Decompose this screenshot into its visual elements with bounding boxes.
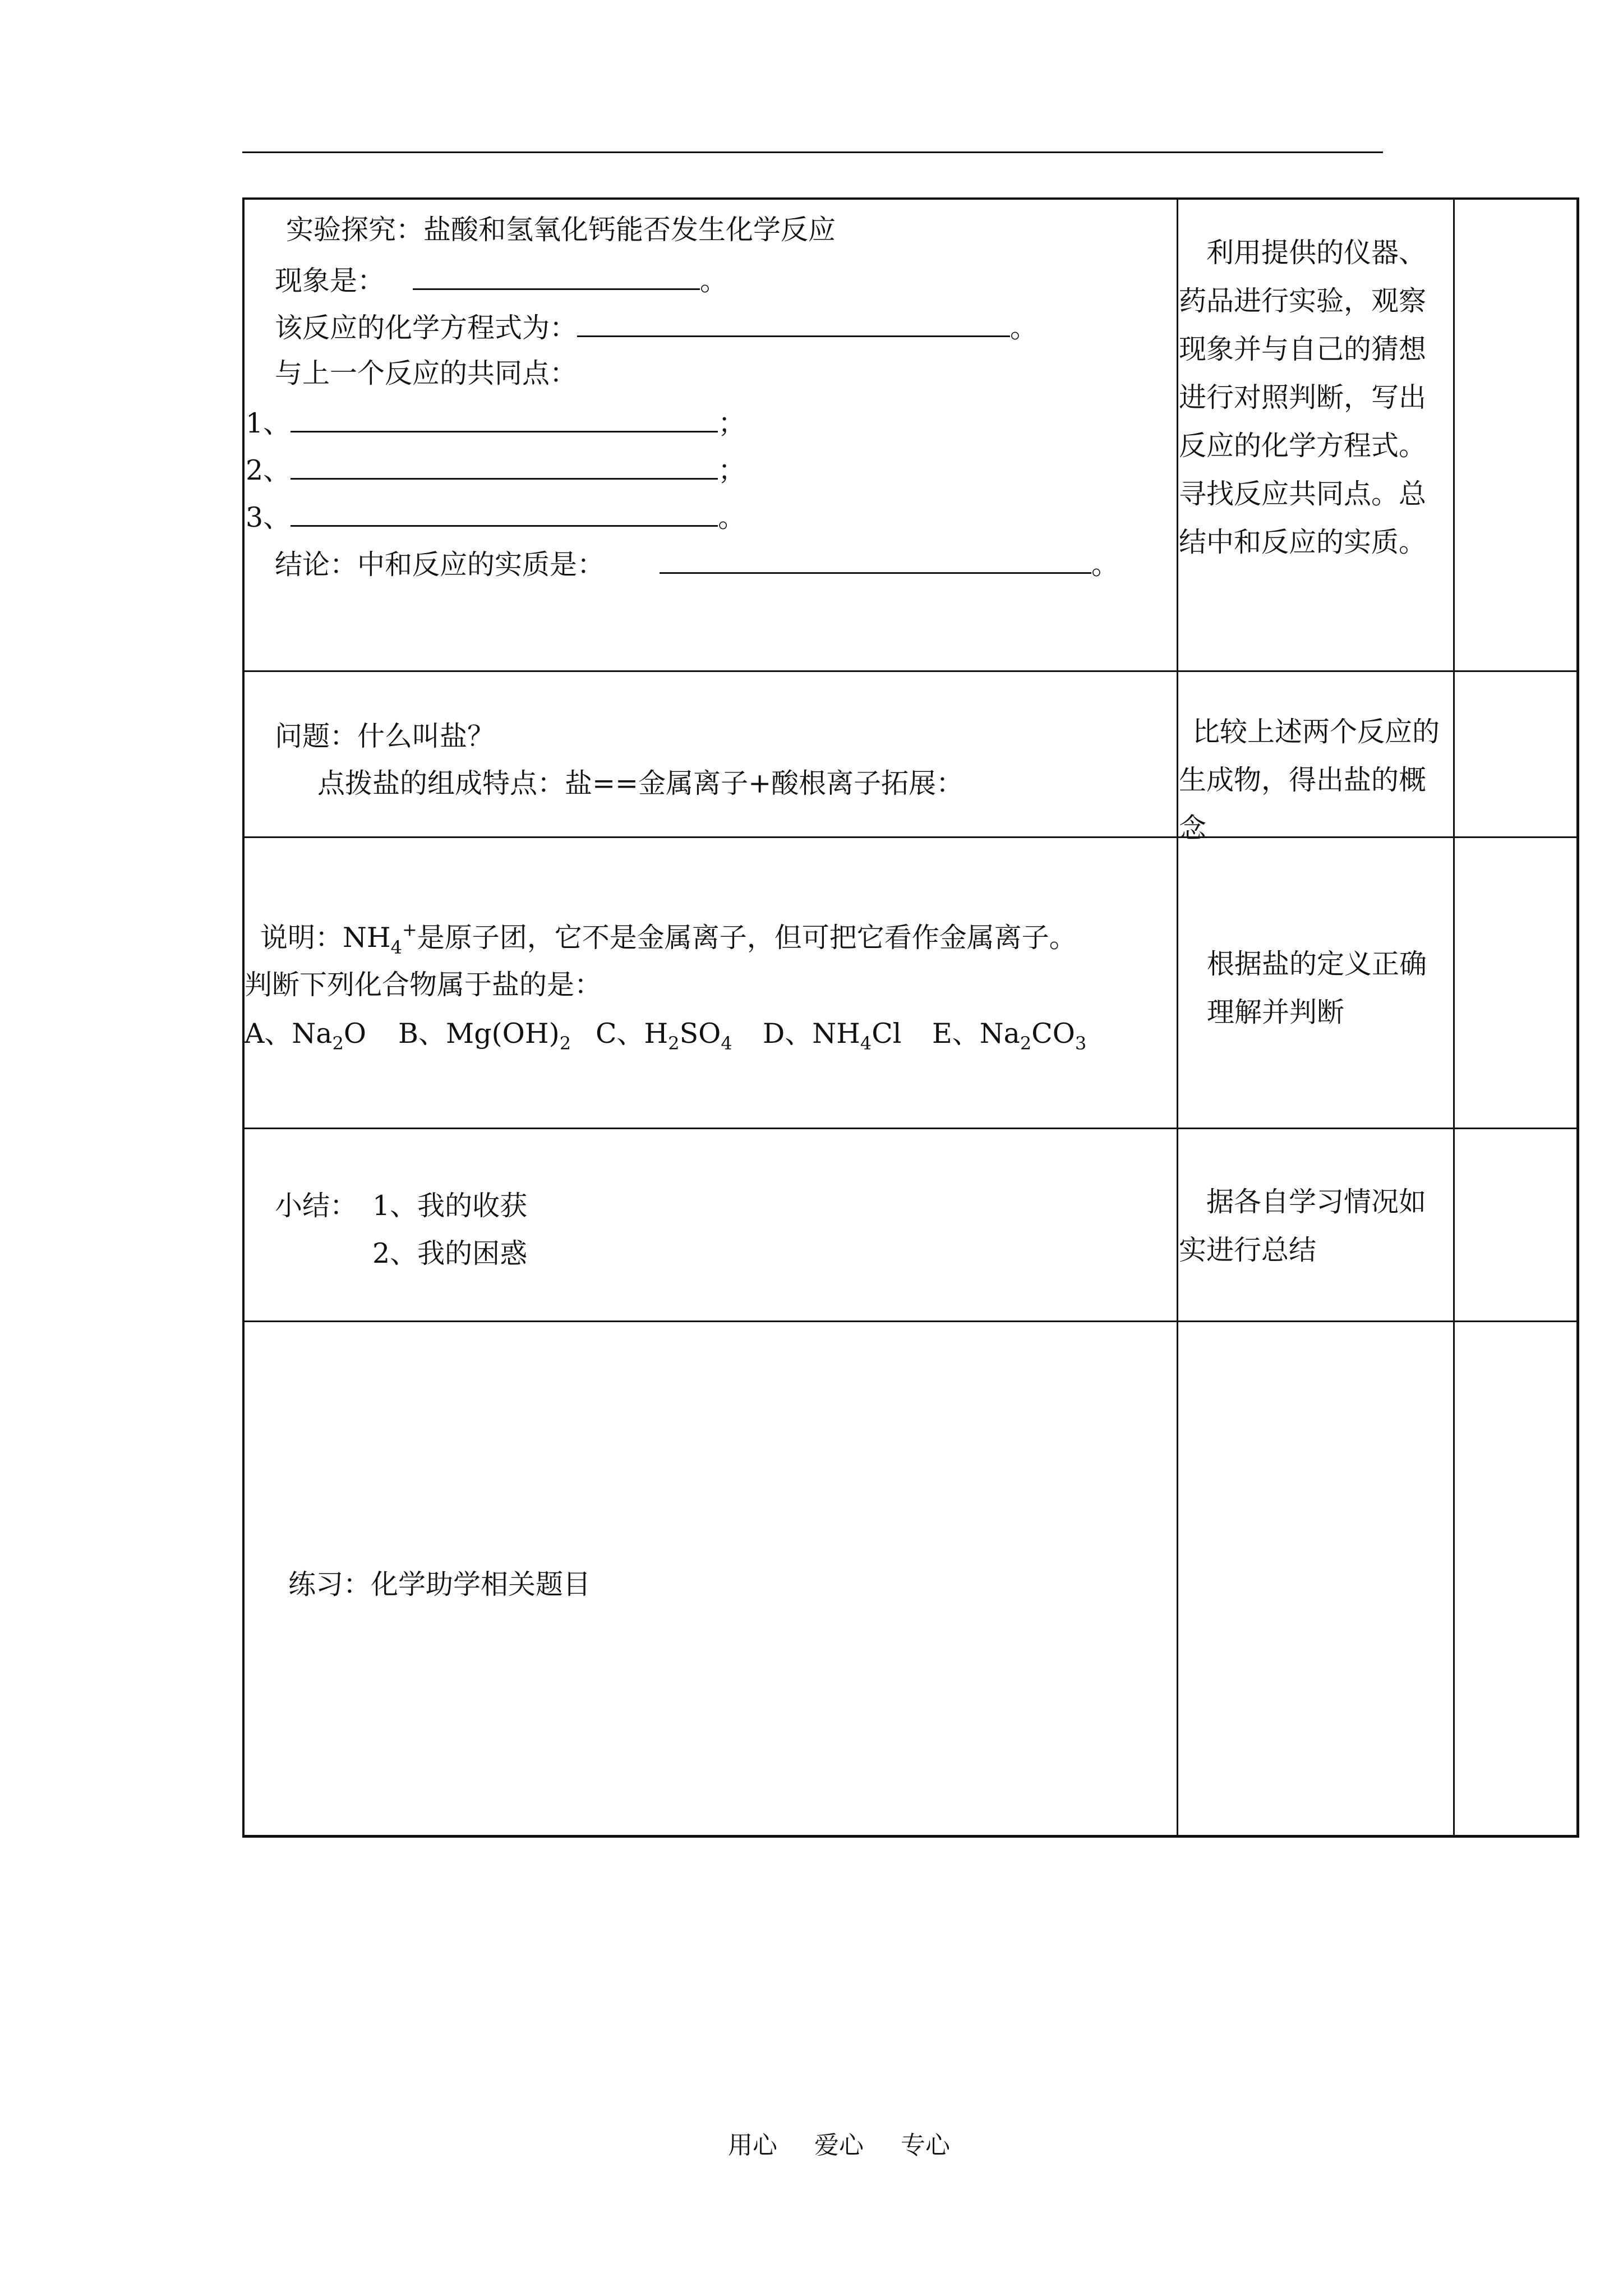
- option-a: A、$Na_2O$: [245, 1018, 367, 1054]
- common-point-3-end: 。: [718, 501, 746, 533]
- common-point-1: [246, 408, 745, 437]
- option-d: D、$NH_4Cl$: [763, 1018, 902, 1054]
- common-point-2-end: ；: [718, 454, 746, 486]
- common-point-1-end: ；: [718, 407, 746, 439]
- common-point-2: [246, 455, 745, 484]
- table-right-border: [1576, 197, 1579, 1838]
- ammonium-ion: $NH_4^+$: [343, 919, 417, 958]
- common-point-2-number: 2、: [246, 454, 291, 486]
- common-point-3-blank[interactable]: [291, 503, 718, 527]
- common-point-1-number: 1、: [246, 407, 291, 439]
- conclusion-blank[interactable]: [660, 550, 1091, 574]
- judge-instruction: 判断下列化合物属于盐的是：: [245, 969, 602, 1001]
- summary-gains: 1、我的收获: [372, 1190, 528, 1222]
- equation-line: [275, 313, 1038, 342]
- conclusion-label: 结论：中和反应的实质是：: [275, 549, 605, 581]
- row-divider-4: [242, 1320, 1579, 1322]
- phenomenon-period: 。: [700, 265, 728, 297]
- summary-confusions: 2、我的困惑: [372, 1237, 528, 1269]
- phenomenon-blank[interactable]: [413, 266, 700, 290]
- summary-label: 小结：: [275, 1190, 358, 1222]
- header-rule: [242, 151, 1383, 153]
- explain-prefix: 说明：: [260, 922, 343, 954]
- column-divider-2: [1453, 197, 1455, 1838]
- experiment-title: 实验探究：盐酸和氢氧化钙能否发生化学反应: [286, 214, 836, 246]
- column-divider-1: [1177, 197, 1178, 1838]
- equation-blank[interactable]: [577, 313, 1010, 337]
- equation-label: 该反应的化学方程式为：: [275, 312, 578, 344]
- common-point-2-blank[interactable]: [291, 455, 718, 480]
- salt-composition-hint: 点拨盐的组成特点：盐==金属离子+酸根离子拓展：: [317, 767, 964, 799]
- footer-motto: [728, 2133, 950, 2158]
- row3-teaching-note: 根据盐的定义正确理解并判断: [1207, 948, 1427, 1028]
- exercise-text: 练习：化学助学相关题目: [288, 1568, 591, 1600]
- footer-word-1: 用心: [728, 2131, 777, 2160]
- conclusion-period: 。: [1091, 549, 1119, 581]
- explain-rest: 是原子团，它不是金属离子，但可把它看作金属离子。: [417, 922, 1077, 954]
- row-divider-1: [242, 670, 1579, 672]
- row1-teaching-note: 利用提供的仪器、药品进行实验，观察现象并与自己的猜想进行对照判断，写出反应的化学方程式。寻找反应共同点。总结中和反应的实质。: [1179, 237, 1427, 558]
- option-e: E、$Na_2CO_3$: [932, 1018, 1087, 1054]
- table-bottom-border: [242, 1835, 1579, 1838]
- footer-word-2: 爱心: [814, 2131, 864, 2160]
- footer-word-3: 专心: [901, 2131, 950, 2160]
- conclusion-line: [275, 549, 1119, 581]
- common-point-1-blank[interactable]: [291, 408, 718, 432]
- row-divider-3: [242, 1128, 1579, 1129]
- phenomenon-line: [275, 266, 727, 295]
- ammonium-explanation: [260, 919, 1077, 958]
- table-top-border: [242, 197, 1579, 200]
- option-c: C、$H_2SO_4$: [596, 1018, 732, 1054]
- common-point-3: [246, 503, 745, 531]
- common-point-3-number: 3、: [246, 501, 291, 533]
- salt-question: 问题：什么叫盐？: [275, 720, 495, 752]
- option-b: B、$Mg(OH)_2$: [398, 1018, 571, 1054]
- phenomenon-label: 现象是：: [275, 265, 385, 297]
- equation-period: 。: [1010, 312, 1038, 344]
- common-points-label: 与上一个反应的共同点：: [275, 357, 578, 389]
- row4-teaching-note: 据各自学习情况如实进行总结: [1179, 1186, 1427, 1266]
- row2-teaching-note: 比较上述两个反应的生成物，得出盐的概念: [1179, 716, 1440, 844]
